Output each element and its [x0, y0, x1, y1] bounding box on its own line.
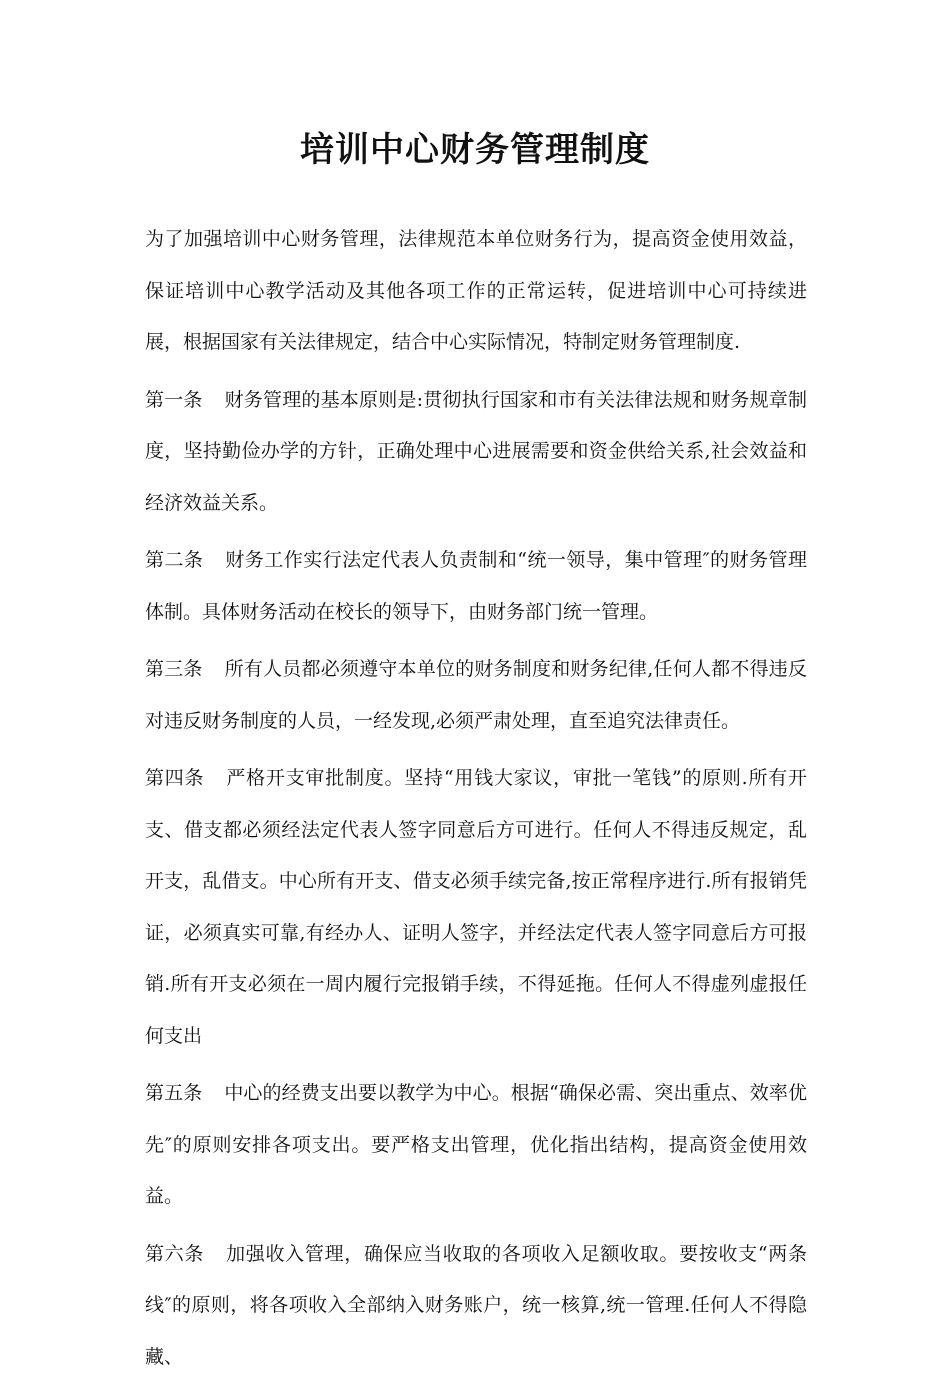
article-number: 第五条 — [145, 1082, 203, 1104]
article-6 — [145, 1229, 807, 1384]
article-5 — [145, 1068, 807, 1223]
article-text: 财务工作实行法定代表人负责制和“统一领导，集中管理″的财务管理体制。具体财务活动在校长的领导下，由财务部门统一管理。 — [145, 549, 807, 623]
article-number: 第四条 — [145, 767, 205, 789]
article-number: 第六条 — [145, 1242, 205, 1265]
document-title: 培训中心财务管理制度 — [300, 130, 650, 170]
intro-paragraph: 为了加强培训中心财务管理，法律规范本单位财务行为，提高资金使用效益，保证培训中心教学活动及其他各项工作的正常运转，促进培训中心可持续进展，根据国家有关法律规定，结合中心实际情况，特制定财务管理制度. — [145, 228, 807, 353]
article-4 — [145, 753, 807, 1062]
document-body — [145, 214, 807, 1389]
article-number: 第三条 — [145, 658, 203, 680]
article-text: 所有人员都必须遵守本单位的财务制度和财务纪律,任何人都不得违反对违反财务制度的人员，一经发现,必须严肃处理，直至追究法律责任。 — [145, 658, 807, 732]
article-text: 严格开支审批制度。坚持“用钱大家议，审批一笔钱”的原则.所有开支、借支都必须经法定代表人签字同意后方可进行。任何人不得违反规定，乱开支，乱借支。中心所有开支、借支必须手续完备,按正常程序进行.所有报销凭证，必须真实可靠,有经办人、证明人签字，并经法定代表人签字同意后方可报销.所有开支必须在一周内履行完报销手续，不得延拖。任何人不得虚列虚报任何支出 — [145, 767, 807, 1047]
article-number: 第一条 — [145, 388, 203, 411]
article-text: 中心的经费支出要以教学为中心。根据“确保必需、突出重点、效率优先″的原则安排各项支出。要严格支出管理，优化指出结构，提高资金使用效益。 — [145, 1082, 807, 1207]
article-number: 第二条 — [145, 549, 204, 571]
article-2 — [145, 535, 807, 638]
article-text: 财务管理的基本原则是:贯彻执行国家和市有关法律法规和财务规章制度，坚持勤俭办学的方针，正确处理中心进展需要和资金供给关系,社会效益和经济效益关系。 — [145, 388, 807, 514]
article-3 — [145, 644, 807, 747]
article-1 — [145, 375, 807, 530]
article-text: 加强收入管理，确保应当收取的各项收入足额收取。要按收支“两条线″的原则，将各项收入全部纳入财务账户，统一核算,统一管理.任何人不得隐藏、 — [145, 1242, 807, 1368]
